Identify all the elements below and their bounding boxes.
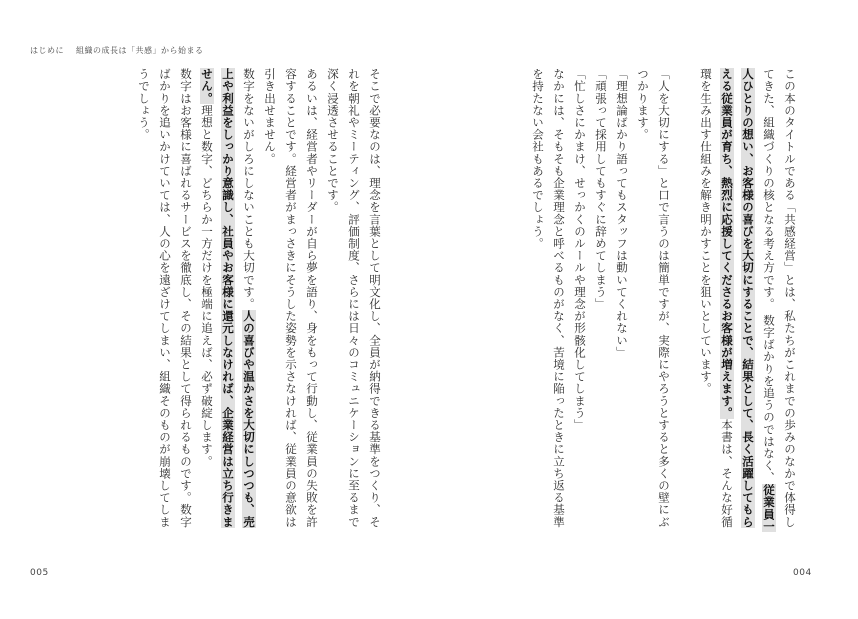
right-paragraph-2: 「人を大切にする」と口で言うのは簡単ですが、実際にやろうとすると多くの壁にぶつかります。 — [636, 68, 671, 528]
left-paragraph-1: そこで必要なのは、理念を言葉として明文化し、全員が納得できる基準をつくり、それを朝礼やミーティング、評価制度、さらには日々のコミュニケーションに至るまで深く浸透させることです。 — [326, 68, 382, 528]
right-paragraph-1: この本のタイトルである「共感経営」とは、私たちがこれまでの歩みのなかで体得してきた、組織づくりの核となる考え方です。 数字ばかりを追うのではなく、従業員一人ひとりの想い、お客様の喜びを大切にすることで、結果として、長く活躍してもらえる従業員が育ち、熱烈に応援してくださるお客様が増えます。本書は、そんな好循環を生み出す仕組みを解き明かすことを狙いとしています。 — [699, 68, 797, 533]
running-header — [30, 45, 204, 56]
chapter-title: 組織の成長は「共感」から始まる — [76, 46, 204, 55]
left-page-number: 005 — [30, 568, 49, 578]
blank-line — [674, 68, 695, 538]
left-page-body — [55, 68, 385, 538]
highlight-text: 従業員一人ひとりの想い、お客様の喜びを大切にすることで、結果として、長く活躍してもらえる従業員が育ち、熱烈に応援してくださるお客様が増えます。 — [720, 68, 776, 533]
left-paragraph-2: あるいは、経営者やリーダーが自ら夢を語り、身をもって行動し、従業員の失敗を許容することです。経営者がまっさきにそうした姿勢を示さなければ、従業員の意欲は引き出せません。 — [263, 68, 319, 528]
right-paragraph-5: 「忙しさにかまけ、せっかくのルールや理念が形骸化してしまう」 — [573, 68, 587, 431]
right-page-number: 004 — [793, 568, 812, 578]
right-paragraph-3: 「理想論ばかり語ってもスタッフは動いてくれない」 — [615, 68, 629, 359]
right-paragraph-6: なかには、そもそも企業理念と呼べるものがなく、苦境に陥ったときに立ち返る基準を持たない会社もあるでしょう。 — [531, 68, 566, 528]
highlight-text: 人の喜びや温かさを大切にしつつも、売上や利益をしっかり意識し、社員やお客様に還元しなければ、企業経営は立ち行きません。 — [200, 68, 256, 528]
left-paragraph-4: 数字はお客様に喜ばれるサービスを徹底し、その結果として得られるものです。数字ばかりを追いかけていては、人の心を遠ざけてしまい、組織そのものが崩壊してしまうでしょう。 — [137, 68, 193, 528]
right-page-body — [480, 68, 800, 538]
right-paragraph-4: 「頑張って採用してもすぐに辞めてしまう」 — [594, 68, 608, 310]
left-paragraph-3: 数字をないがしろにしないことも大切です。人の喜びや温かさを大切にしつつも、売上や利益をしっかり意識し、社員やお客様に還元しなければ、企業経営は立ち行きません。理想と数字、どちらか一方だけを極端に追えば、必ず破綻します。 — [200, 68, 256, 528]
chapter-label: はじめに — [30, 46, 64, 55]
